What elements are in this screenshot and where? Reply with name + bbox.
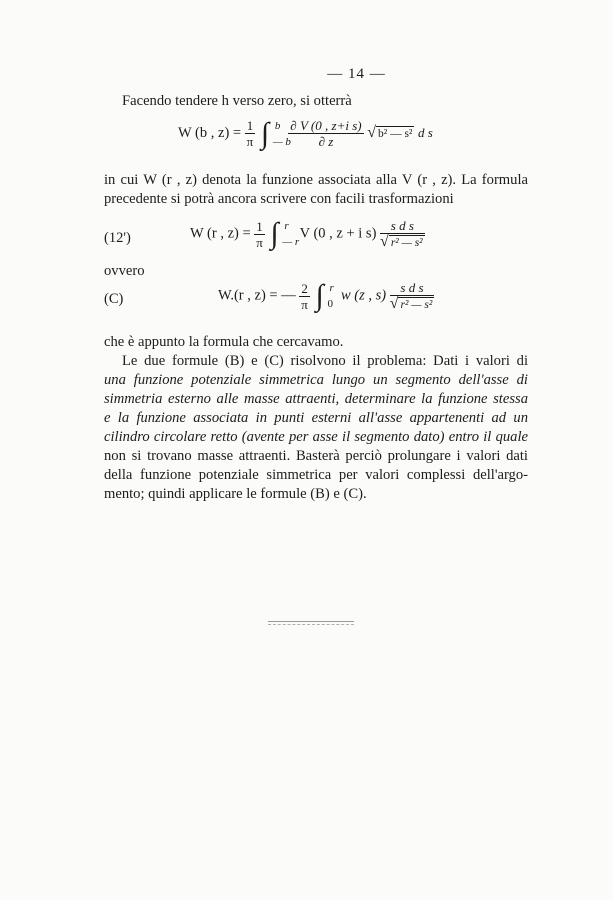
paragraph-line-7: della funzione potenziale simmetrica per valori complessi dell'argo- xyxy=(104,467,528,483)
paragraph-line-6: non si trovano masse attraenti. Basterà perciò prolungare i valori dati xyxy=(104,448,528,464)
text-line-2: in cui W (r , z) denota la funzione associata alla V (r , z). La formula xyxy=(104,172,528,188)
paragraph-line-1: Le due formule (B) e (C) risolvono il problema: Dati i valori di xyxy=(122,353,528,369)
section-rule-shadow xyxy=(268,624,354,625)
paragraph-line-2: una funzione potenziale simmetrica lungo un segmento dell'asse di xyxy=(104,372,528,388)
paragraph-line-5: cilindro circolare retto (avente per asse il segmento dato) entro il quale xyxy=(104,429,528,445)
paragraph-line-4: e la funzione associata in punti esterni all'asse appartenenti ad un xyxy=(104,410,528,426)
equation-w-b: W (b , z) = $\frac{1}{\pi}$ ∫ b — b $\frac{\text{∂ V (0 , z+i s)}}{\partial z}$ √ b² — s² d s xyxy=(178,116,433,150)
text-line-conclusion: che è appunto la formula che cercavamo. xyxy=(104,334,344,350)
paragraph-line-3: simmetria esterno alle masse attraenti, determinare la funzione stessa xyxy=(104,391,528,407)
page-number: — 14 — xyxy=(327,66,386,82)
paragraph-line-8: mento; quindi applicare le formule (B) e (C). xyxy=(104,486,367,502)
equation-12: W (r , z) = $\frac{1}{\pi}$ ∫ r — r V (0 , z + i s) $\frac{\text{s d s}}{\text{√ r² — s²}}$ xyxy=(190,217,423,250)
text-line-1: Facendo tendere h verso zero, si otterrà xyxy=(122,93,352,109)
equation-label-12: (12') xyxy=(104,230,131,246)
section-rule xyxy=(268,621,354,622)
equation-label-c: (C) xyxy=(104,291,124,307)
text-line-3: precedente si potrà ancora scrivere con facili trasformazioni xyxy=(104,191,454,207)
equation-c: W.(r , z) = — $\frac{2}{\pi}$ ∫ r 0 w (z , s) $\frac{\text{s d s}}{\text{√ r² — s²}}$ xyxy=(218,279,433,312)
text-line-ovvero: ovvero xyxy=(104,263,145,279)
